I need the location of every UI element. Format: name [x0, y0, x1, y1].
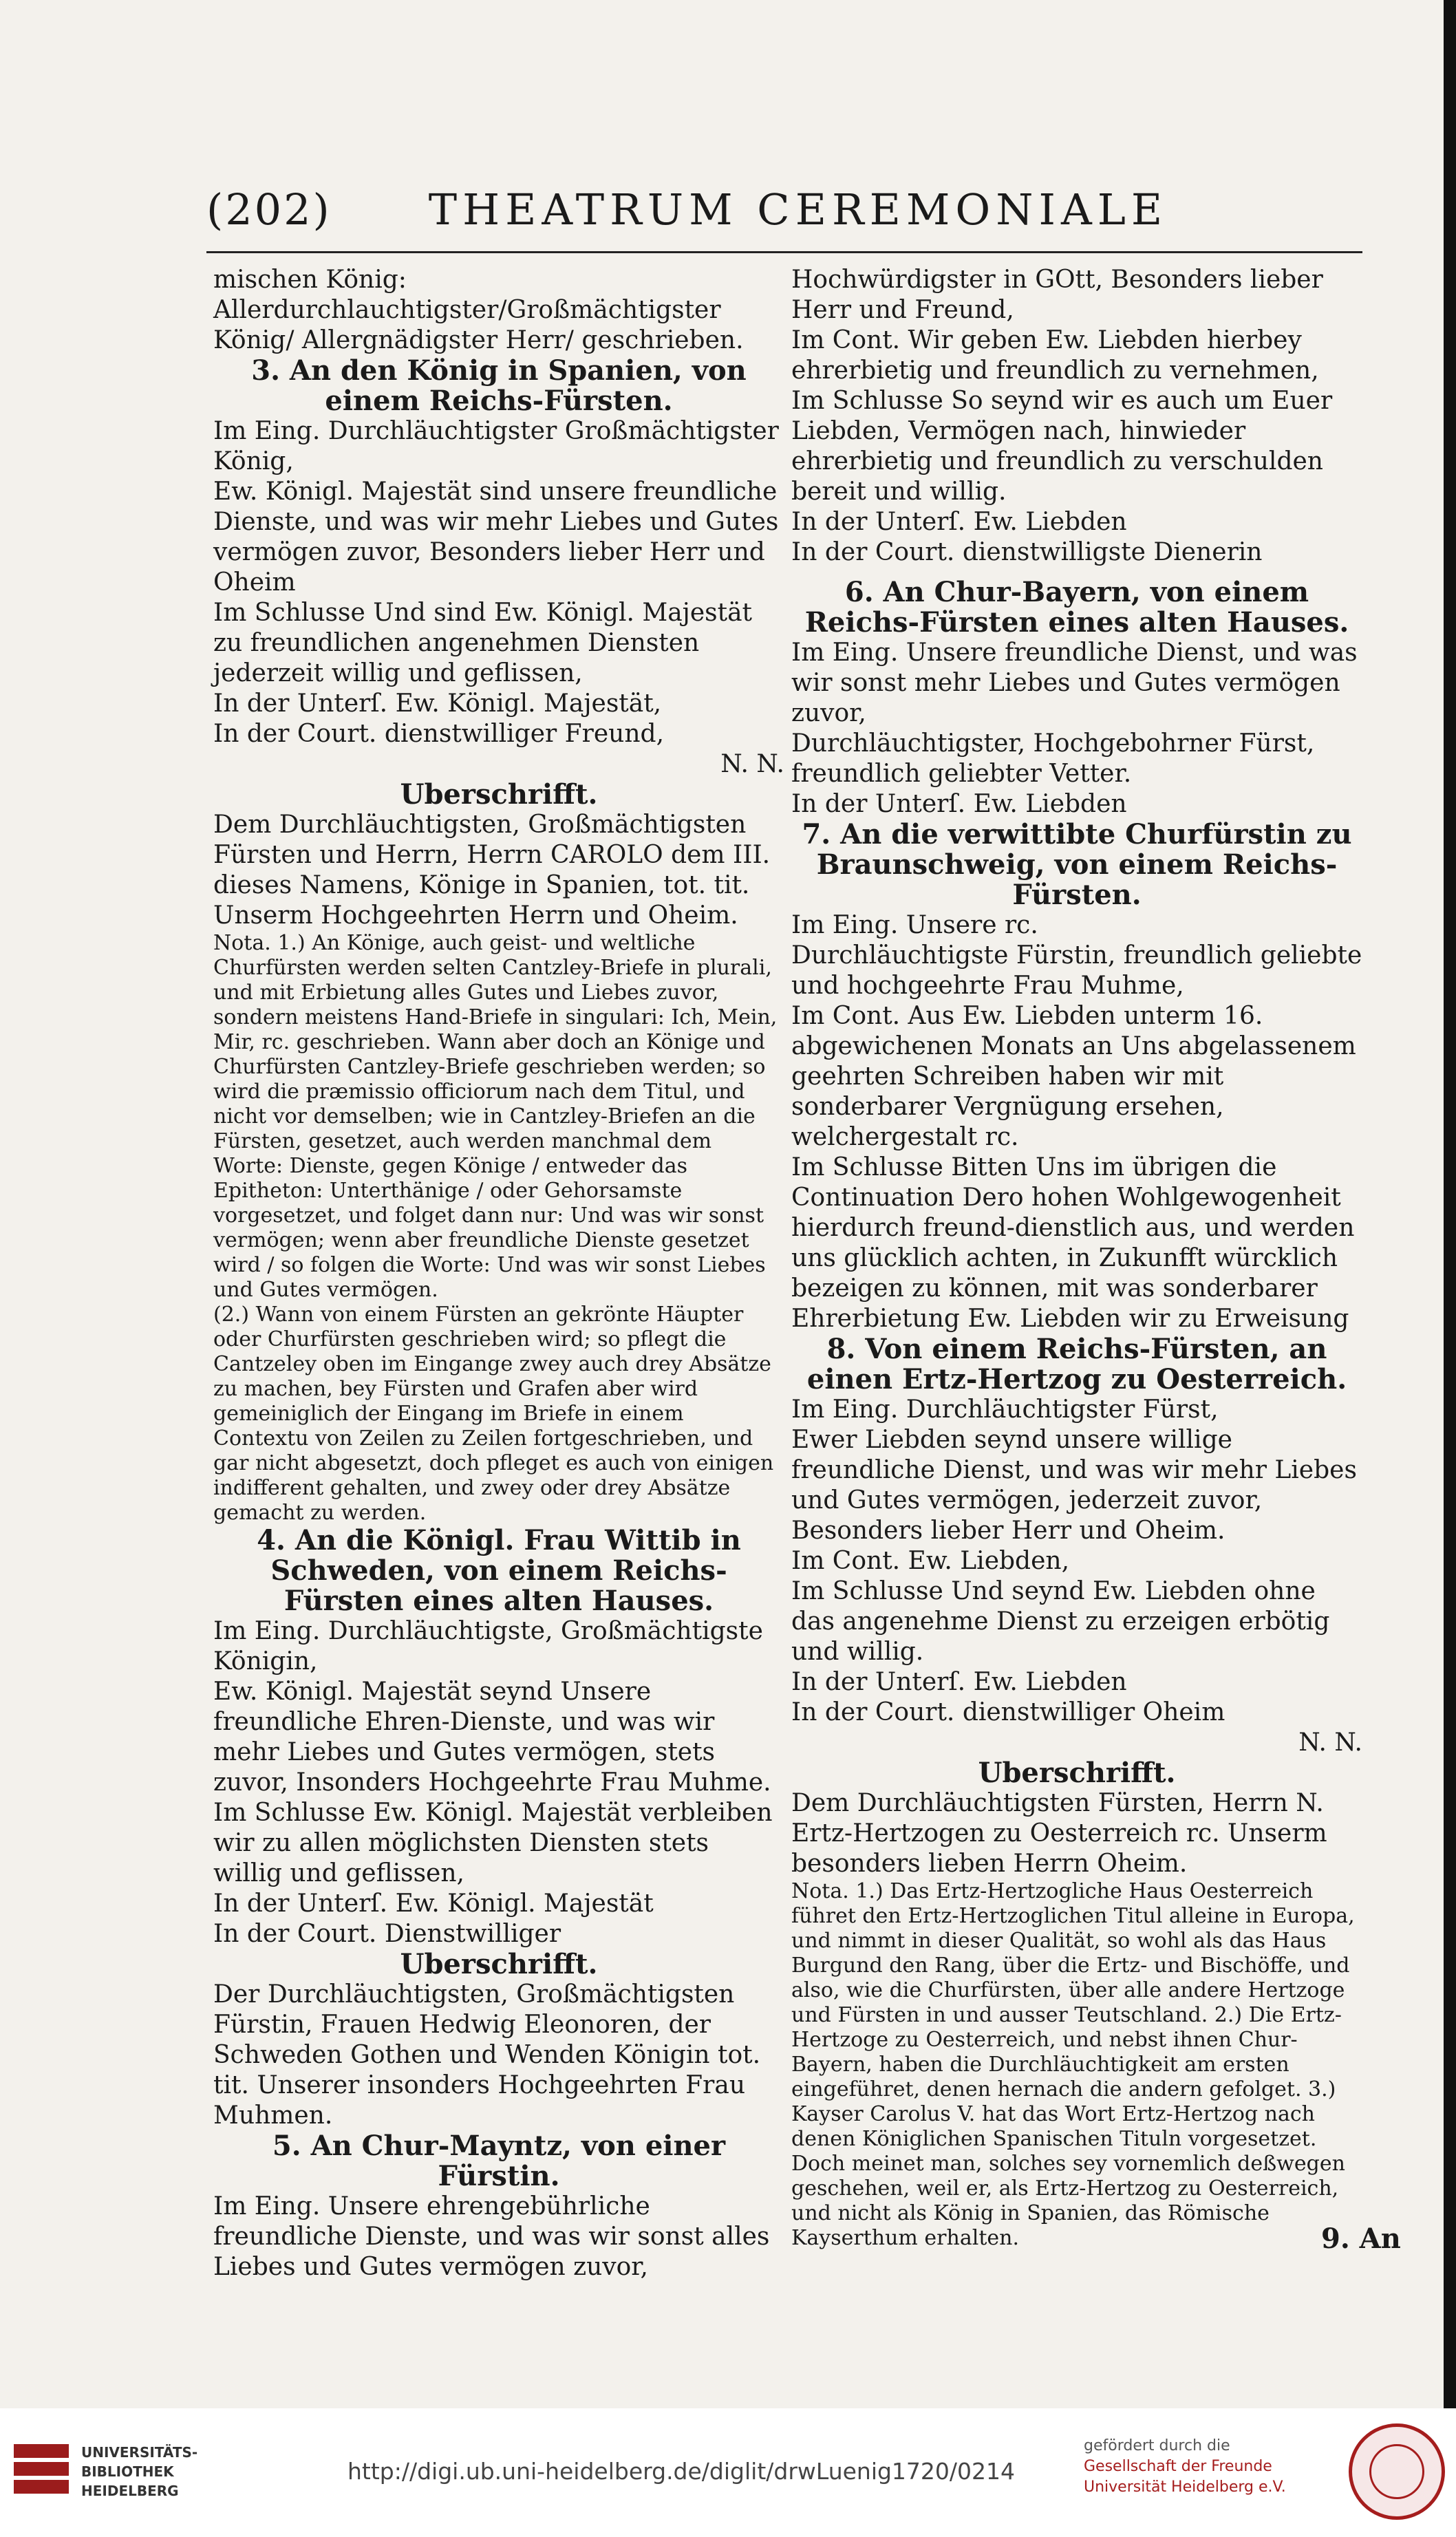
text-line: Im Cont. Ew. Liebden, [791, 1547, 1070, 1575]
permalink-url[interactable]: http://digi.ub.uni-heidelberg.de/diglit/drwLuenig1720/0214 [347, 2458, 1016, 2485]
section-heading: 4. An die Königl. Frau Wittib in Schweden, von einem Reichs-Fürsten eines alten Hauses. [257, 1524, 741, 1617]
page-number: (202) [206, 184, 332, 235]
sponsor-name-line2: Universität Heidelberg e.V. [1084, 2479, 1286, 2496]
catchword: 9. An [1321, 2223, 1401, 2255]
university-library-logo-icon [14, 2444, 69, 2499]
text-line: Ew. Königl. Majestät seynd Unsere freundliche Ehren-Dienste, und was wir mehr Liebes und Gutes vermögen, stets zuvor, Insonders Hochgeehrte Frau Muhme. [213, 1678, 771, 1797]
text-line: In der Unterſ. Ew. Liebden [791, 790, 1127, 818]
text-line: Ew. Königl. Majestät sind unsere freundliche Dienste, und was wir mehr Liebes und Gutes vermögen zuvor, Besonders lieber Herr und Oheim [213, 478, 779, 597]
header-rule [206, 251, 1362, 253]
signature-line: N. N. [1298, 1728, 1362, 1757]
sponsor-block [1084, 2436, 1286, 2498]
section-heading: 8. Von einem Reichs-Fürsten, an einen Ertz-Hertzog zu Oesterreich. [806, 1333, 1347, 1395]
text-line: Im Eing. Unsere rc. [791, 911, 1038, 939]
section-heading: 5. An Chur-Mayntz, von einer Fürstin. [272, 2130, 726, 2192]
university-seal-icon [1349, 2423, 1445, 2520]
sponsor-lead: gefördert durch die [1084, 2437, 1230, 2454]
viewer-footer [0, 2408, 1456, 2537]
text-line: Durchläuchtigster, Hochgebohrner Fürst, freundlich geliebter Vetter. [791, 729, 1315, 788]
text-line: In der Unterſ. Ew. Liebden [791, 508, 1127, 536]
overscript-heading: Uberschrifft. [400, 1948, 598, 1980]
text-line: Im Schlusse So seynd wir es auch um Euer Liebden, Vermögen nach, hinwieder ehrerbietig und freundlich zu verschulden bereit und willig. [791, 387, 1333, 506]
running-title: THEATRUM CEREMONIALE [428, 184, 1168, 235]
note-paragraph: Nota. 1.) An Könige, auch geist- und weltliche Churfürsten werden selten Cantzley-Briefe in plurali, und mit Erbietung alles Gutes und Liebes zuvor, sondern meistens Hand-Briefe in singulari: Ich, Mein, Mir, rc. geschrieben. Wann aber doch an Könige und Churfürsten Cantzley-Briefe geschrieben werden; so wird die præmissio officiorum nach dem Titul, und nicht vor demselben; wie in Cantzley-Briefen an die Fürsten, gesetzet, auch werden manchmal dem Worte: Dienste, gegen Könige / entweder das Epitheton: Unterthänige / oder Gehorsamste vorgesetzet, und folget dann nur: Und was wir sonst vermögen; wenn aber freundliche Dienste gesetzet wird / so folgen die Worte: Und was wir sonst Liebes und Gutes vermögen. [213, 931, 778, 1302]
right-column [791, 265, 1362, 2251]
text-line: Durchläuchtigste Fürstin, freundlich geliebte und hochgeehrte Frau Muhme, [791, 941, 1362, 1000]
text-line: Im Cont. Aus Ew. Liebden unterm 16. abgewichenen Monats an Uns abgelassenem geehrten Schreiben haben wir mit sonderbarer Vergnügung ersehen, welchergestalt rc. [791, 1002, 1356, 1151]
text-line: Dem Durchläuchtigsten, Großmächtigsten Fürsten und Herrn, Herrn CAROLO dem III. dieses Namens, Könige in Spanien, tot. tit. Unserm Hochgeehrten Herrn und Oheim. [213, 811, 771, 930]
text-line: Im Schlusse Und sind Ew. Königl. Majestät zu freundlichen angenehmen Diensten jederzeit willig und geflissen, [213, 599, 752, 687]
text-line: Hochwürdigster in GOtt, Besonders lieber Herr und Freund, [791, 266, 1323, 324]
text-line: Ewer Liebden seynd unsere willige freundliche Dienst, und was wir mehr Liebes und Gutes vermögen, jederzeit zuvor, Besonders lieber Herr und Oheim. [791, 1426, 1357, 1545]
text-line: In der Unterſ. Ew. Liebden [791, 1668, 1127, 1696]
text-line: In der Court. dienstwilliger Oheim [791, 1698, 1225, 1726]
text-line: In der Court. dienstwilligste Dienerin [791, 538, 1263, 566]
text-line: Im Eing. Durchläuchtigster Fürst, [791, 1395, 1219, 1424]
overscript-heading: Uberschrifft. [400, 778, 598, 811]
page-header [206, 184, 1362, 235]
note-paragraph: (2.) Wann von einem Fürsten an gekrönte Häupter oder Churfürsten geschrieben wird; so pflegt die Cantzeley oben im Eingange zwey auch drey Absätze zu machen, bey Fürsten und Grafen aber wird gemeiniglich der Eingang im Briefe in einem Contextu von Zeilen zu Zeilen fortgeschrieben, und gar nicht abgesetzt, doch pfleget es auch von einigen indifferent gehalten, und zwey oder drey Absätze gemacht zu werden. [213, 1303, 774, 1525]
text-line: Im Eing. Durchläuchtigste, Großmächtigste Königin, [213, 1617, 763, 1676]
text-line: Im Eing. Durchläuchtigster Großmächtigster König, [213, 417, 779, 475]
text-line: Der Durchläuchtigsten, Großmächtigsten Fürstin, Frauen Hedwig Eleonoren, der Schweden Gothen und Wenden Königin tot. tit. Unserer insonders Hochgeehrten Frau Muhmen. [213, 1980, 761, 2130]
sponsor-name: Gesellschaft der Freunde [1084, 2458, 1272, 2475]
text-line: Im Eing. Unsere ehrengebührliche freundliche Dienste, und was wir sonst alles Liebes und Gutes vermögen zuvor, [213, 2192, 770, 2281]
section-heading: 7. An die verwittibte Churfürstin zu Braunschweig, von einem Reichs-Fürsten. [802, 818, 1352, 911]
signature-line: N. N. [720, 750, 784, 778]
text-line: Im Schlusse Ew. Königl. Majestät verbleiben wir zu allen möglichsten Diensten stets willig und geflissen, [213, 1799, 773, 1887]
text-line: Im Cont. Wir geben Ew. Liebden hierbey ehrerbietig und freundlich zu vernehmen, [791, 326, 1319, 385]
text-line: Dem Durchläuchtigsten Fürsten, Herrn N. Ertz-Hertzogen zu Oesterreich rc. Unserm besonders lieben Herrn Oheim. [791, 1789, 1327, 1878]
text-line: In der Court. Dienstwilliger [213, 1920, 561, 1948]
text-line: Im Schlusse Bitten Uns im übrigen die Continuation Dero hohen Wohlgewogenheit hierdurch freund-dienstlich aus, und werden uns glücklich achten, in Zukunfft würcklich bezeigen zu können, mit was sonderbarer Ehrerbietung Ew. Liebden wir zu Erweisung [791, 1153, 1355, 1333]
section-heading: 3. An den König in Spanien, von einem Reichs-Fürsten. [251, 354, 747, 417]
text-line: Im Schlusse Und seynd Ew. Liebden ohne das angenehme Dienst zu erzeigen erbötig und willig. [791, 1577, 1330, 1666]
text-line: mischen König: Allerdurchlauchtigster/Großmächtigster König/ Allergnädigster Herr/ geschrieben. [213, 266, 744, 354]
text-line: In der Unterſ. Ew. Königl. Majestät [213, 1890, 654, 1918]
section-heading: 6. An Chur-Bayern, von einem Reichs-Fürsten eines alten Hauses. [804, 576, 1349, 639]
note-paragraph: Nota. 1.) Das Ertz-Hertzogliche Haus Oesterreich führet den Ertz-Hertzoglichen Titul alleine in Europa, und nimmt in dieser Qualität, so wohl als das Haus Burgund den Rang, über die Ertz- und Bischöffe, und also, wie die Churfürsten, über alle andere Hertzoge und Fürsten in und ausser Teutschland. 2.) Die Ertz-Hertzoge zu Oesterreich, und nebst ihnen Chur-Bayern, haben die Durchläuchtigkeit am ersten eingeführet, denen hernach die andern gefolget. 3.) Kayser Carolus V. hat das Wort Ertz-Hertzog nach denen Königlichen Spanischen Tituln vorgesetzet. Doch meinet man, solches sey vornemlich deßwegen geschehen, weil er, als Ertz-Hertzog zu Oesterreich, und nicht als König in Spanien, das Römische Kayserthum erhalten. [791, 1879, 1355, 2250]
text-line: Im Eing. Unsere freundliche Dienst, und was wir sonst mehr Liebes und Gutes vermögen zuvor, [791, 639, 1358, 727]
text-line: In der Unterſ. Ew. Königl. Majestät, [213, 689, 662, 718]
overscript-heading: Uberschrifft. [978, 1757, 1176, 1789]
text-line: In der Court. dienstwilliger Freund, [213, 720, 665, 748]
left-column [213, 265, 784, 2282]
library-name: UNIVERSITÄTS- BIBLIOTHEK HEIDELBERG [81, 2444, 198, 2499]
